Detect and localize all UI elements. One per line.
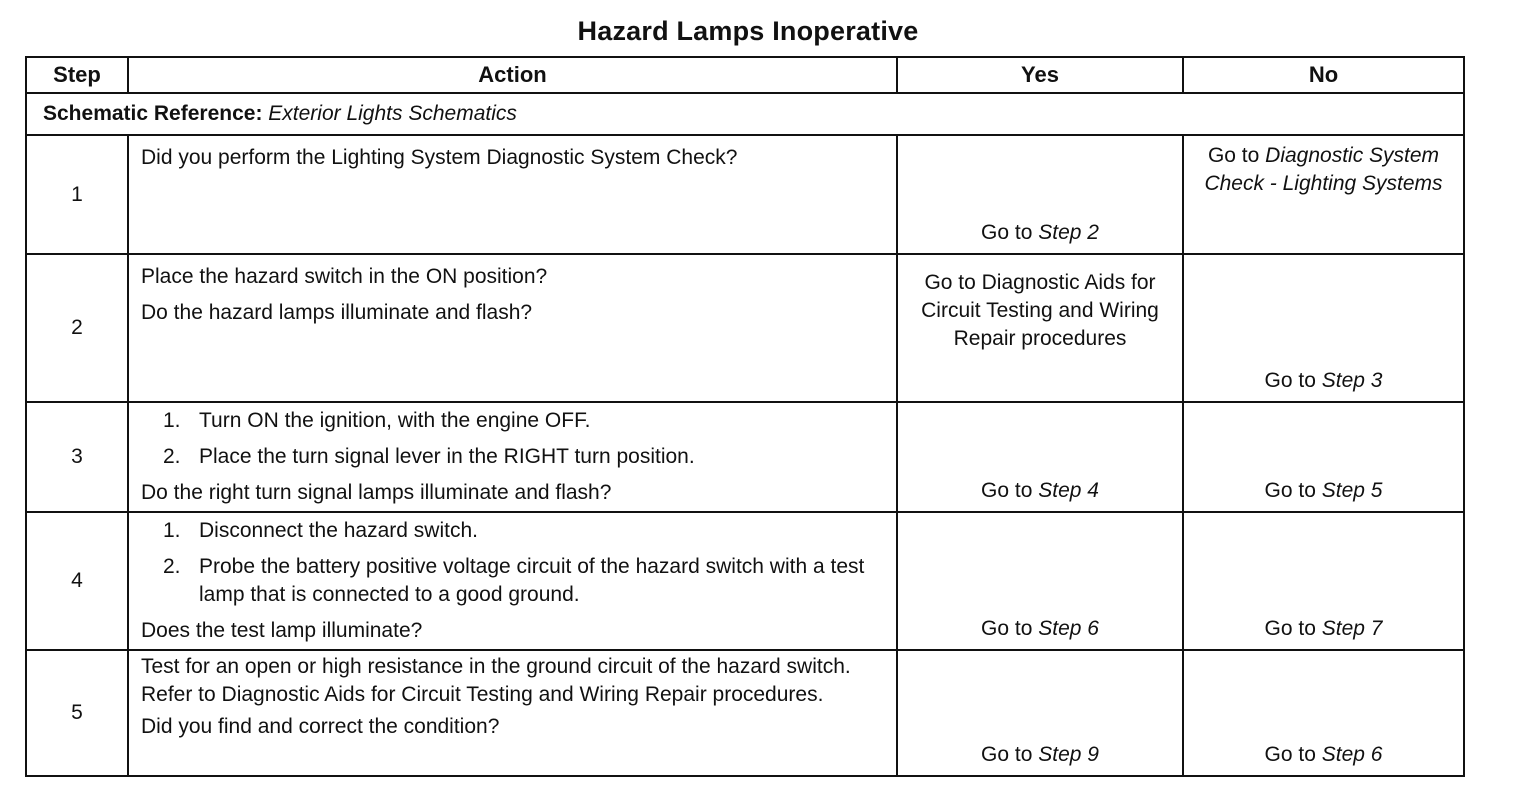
action-question: Do the hazard lamps illuminate and flash? [141, 301, 533, 324]
step-number: 1 [26, 135, 128, 254]
yes-prefix: Go to [981, 617, 1033, 640]
no-prefix: Go to [1264, 743, 1316, 766]
yes-prefix: Go to [981, 221, 1033, 244]
step-number: 4 [26, 512, 128, 650]
step-number: 2 [26, 254, 128, 402]
yes-cell [897, 650, 1183, 776]
item-text: Disconnect the hazard switch. [199, 519, 478, 542]
action-question: Did you perform the Lighting System Diagnostic System Check? [141, 146, 738, 169]
action-cell [128, 402, 897, 512]
yes-text: Go to Diagnostic Aids for Circuit Testing and Wiring Repair procedures [921, 271, 1159, 350]
table-row [26, 254, 1464, 402]
schematic-reference-label: Schematic Reference: [43, 102, 263, 125]
action-question: Does the test lamp illuminate? [141, 619, 423, 642]
action-question: Do the right turn signal lamps illuminate and flash? [141, 481, 612, 504]
diagnostic-table [25, 56, 1465, 777]
no-prefix: Go to [1207, 144, 1260, 167]
no-step-link[interactable]: Step 7 [1321, 617, 1383, 640]
header-row [26, 57, 1464, 93]
yes-step-link[interactable]: Step 2 [1038, 221, 1099, 244]
no-prefix: Go to [1264, 617, 1316, 640]
no-prefix: Go to [1264, 369, 1316, 392]
item-text: Place the turn signal lever in the RIGHT turn position. [199, 445, 695, 468]
yes-cell [897, 135, 1183, 254]
schematic-reference-link[interactable]: Exterior Lights Schematics [268, 102, 517, 125]
no-cell [1183, 650, 1464, 776]
no-prefix: Go to [1264, 479, 1316, 502]
yes-step-link[interactable]: Step 6 [1038, 617, 1099, 640]
table-row [26, 402, 1464, 512]
table-row [26, 512, 1464, 650]
item-number: 2. [163, 445, 181, 468]
no-cell [1183, 254, 1464, 402]
yes-step-link[interactable]: Step 9 [1038, 743, 1099, 766]
action-instruction: Test for an open or high resistance in the ground circuit of the hazard switch. Refer to Diagnostic Aids for Circuit Testing and Wiring Repair procedures. [141, 655, 851, 706]
no-cell [1183, 135, 1464, 254]
numbered-item [163, 443, 882, 471]
table-row [26, 650, 1464, 776]
item-text: Turn ON the ignition, with the engine OFF. [199, 409, 591, 432]
step-number: 3 [26, 402, 128, 512]
step-number: 5 [26, 650, 128, 776]
action-cell [128, 650, 897, 776]
action-cell [128, 512, 897, 650]
no-cell [1183, 512, 1464, 650]
no-step-link[interactable]: Step 3 [1321, 369, 1383, 392]
yes-step-link[interactable]: Step 4 [1038, 479, 1099, 502]
schematic-reference-row [26, 93, 1464, 135]
no-step-link[interactable]: Step 6 [1321, 743, 1383, 766]
header-step: Step [26, 57, 128, 93]
yes-prefix: Go to [981, 479, 1033, 502]
numbered-item [163, 553, 882, 609]
header-action: Action [128, 57, 897, 93]
item-text: Probe the battery positive voltage circuit of the hazard switch with a test lamp that is connected to a good ground. [199, 555, 865, 606]
yes-cell [897, 402, 1183, 512]
schematic-reference [26, 93, 1464, 135]
action-instruction: Place the hazard switch in the ON position? [141, 265, 548, 288]
action-question: Did you find and correct the condition? [141, 715, 500, 738]
numbered-item [163, 517, 882, 545]
item-number: 1. [163, 519, 181, 542]
yes-cell [897, 254, 1183, 402]
no-step-link[interactable]: Diagnostic System Check - Lighting Systems [1204, 144, 1443, 195]
item-number: 2. [163, 555, 181, 578]
header-yes: Yes [897, 57, 1183, 93]
action-cell [128, 254, 897, 402]
page-title: Hazard Lamps Inoperative [577, 16, 919, 46]
numbered-item [163, 407, 882, 435]
item-number: 1. [163, 409, 181, 432]
yes-cell [897, 512, 1183, 650]
yes-prefix: Go to [981, 743, 1033, 766]
no-step-link[interactable]: Step 5 [1321, 479, 1383, 502]
header-no: No [1183, 57, 1464, 93]
action-cell [128, 135, 897, 254]
no-cell [1183, 402, 1464, 512]
table-row [26, 135, 1464, 254]
